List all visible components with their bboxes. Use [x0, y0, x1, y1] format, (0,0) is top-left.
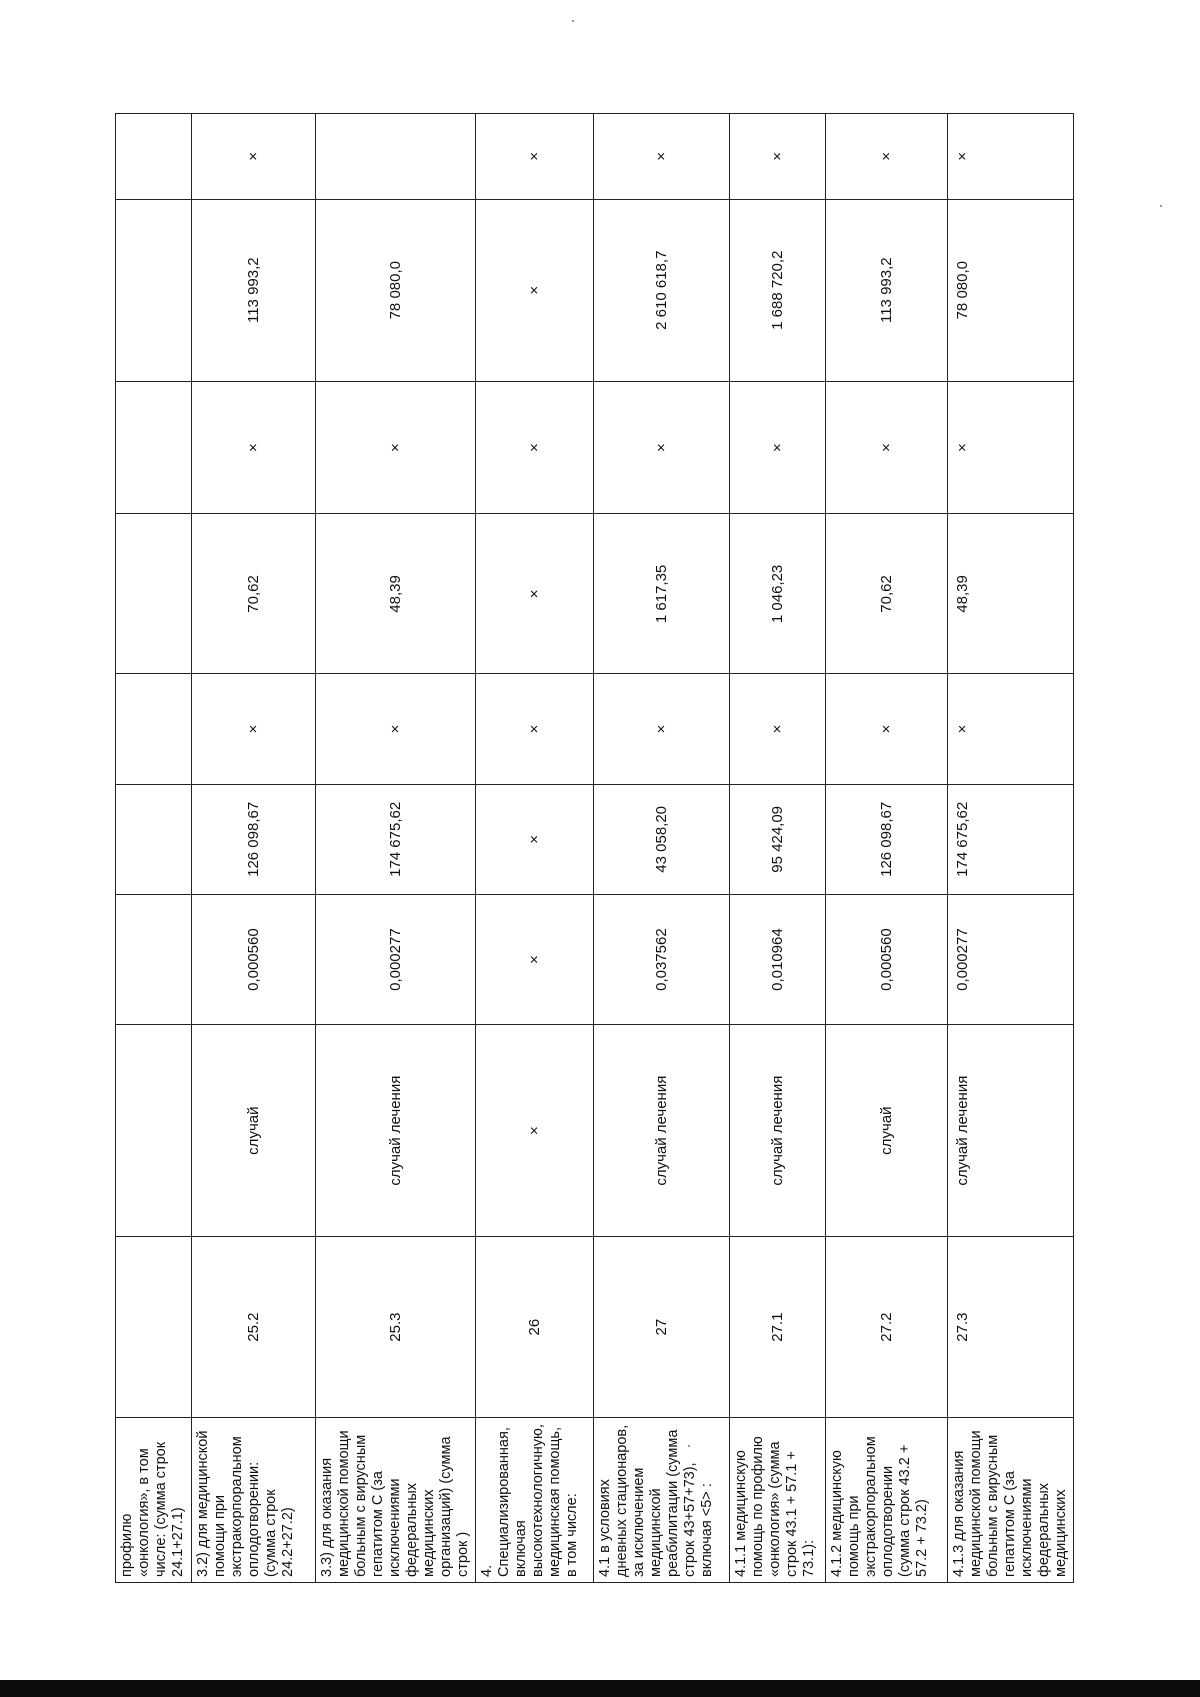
value-cell: 48,39 [948, 514, 1074, 674]
table-row [476, 114, 594, 1583]
cost-cell: 126 098,67 [826, 784, 948, 894]
cross-mark: × [730, 114, 826, 200]
unit-cell: случай лечения [594, 1025, 730, 1237]
cross-mark: × [192, 674, 316, 784]
value-cell: 113 993,2 [826, 199, 948, 381]
row-name: 4.1.2 медицинскую помощь при экстракорпоральном оплодотворении (сумма строк 43.2 + 57.2 + 73.2) [826, 1418, 948, 1583]
table-row [316, 114, 476, 1583]
row-number: 27 [594, 1237, 730, 1418]
cross-mark: × [476, 784, 594, 894]
rotated-page [115, 113, 1069, 1583]
table-row [730, 114, 826, 1583]
cross-mark: × [476, 514, 594, 674]
volume-cell: 0,000277 [316, 895, 476, 1025]
table-row [192, 114, 316, 1583]
cross-mark: × [476, 1025, 594, 1237]
value-cell [116, 114, 192, 200]
row-number: 27.3 [948, 1237, 1074, 1418]
unit-cell [116, 1025, 192, 1237]
value-cell [116, 381, 192, 514]
medical-care-table [115, 113, 1074, 1583]
volume-cell: 0,000277 [948, 895, 1074, 1025]
value-cell [116, 514, 192, 674]
cross-mark: × [826, 674, 948, 784]
cross-mark: × [476, 381, 594, 514]
table-row [594, 114, 730, 1583]
value-cell [116, 199, 192, 381]
cross-mark: × [948, 114, 1074, 200]
table-row [948, 114, 1074, 1583]
cost-cell: 95 424,09 [730, 784, 826, 894]
value-cell: 78 080,0 [316, 199, 476, 381]
cross-mark: × [730, 381, 826, 514]
row-number: 26 [476, 1237, 594, 1418]
cross-mark: × [730, 674, 826, 784]
unit-cell: случай [192, 1025, 316, 1237]
row-number [116, 1237, 192, 1418]
row-name: 4.1.1 медицинскую помощь по профилю «онкология» (сумма строк 43.1 + 57.1 + 73.1): [730, 1418, 826, 1583]
row-name: профилю «онкология», в том числе: (сумма строк 24.1+27.1) [116, 1418, 192, 1583]
cross-mark: × [826, 381, 948, 514]
row-number: 25.2 [192, 1237, 316, 1418]
cross-mark: × [316, 674, 476, 784]
scan-speck [1160, 205, 1162, 207]
row-number: 27.2 [826, 1237, 948, 1418]
cross-mark: × [192, 381, 316, 514]
unit-cell: случай лечения [316, 1025, 476, 1237]
table-row [116, 114, 192, 1583]
row-number: 25.3 [316, 1237, 476, 1418]
cross-mark: × [476, 674, 594, 784]
cross-mark: × [948, 381, 1074, 514]
value-cell [316, 114, 476, 200]
value-cell: 78 080,0 [948, 199, 1074, 381]
value-cell: 1 688 720,2 [730, 199, 826, 381]
value-cell: 1 617,35 [594, 514, 730, 674]
unit-cell: случай [826, 1025, 948, 1237]
unit-cell: случай лечения [730, 1025, 826, 1237]
volume-cell: 0,037562 [594, 895, 730, 1025]
value-cell: 70,62 [826, 514, 948, 674]
cross-mark: × [476, 895, 594, 1025]
cross-mark: × [594, 381, 730, 514]
cross-mark: × [476, 199, 594, 381]
volume-cell [116, 895, 192, 1025]
cost-cell [116, 784, 192, 894]
cross-mark: × [948, 674, 1074, 784]
cost-cell: 174 675,62 [316, 784, 476, 894]
volume-cell: 0,000560 [192, 895, 316, 1025]
table-row [826, 114, 948, 1583]
row-name: 4.1.3 для оказания медицинской помощи больным с вирусным гепатитом С (за исключениями федеральных медицинских [948, 1418, 1074, 1583]
unit-cell: случай лечения [948, 1025, 1074, 1237]
scan-speck [572, 20, 574, 22]
cost-cell: 126 098,67 [192, 784, 316, 894]
row-number: 27.1 [730, 1237, 826, 1418]
cost-cell: 174 675,62 [948, 784, 1074, 894]
row-name: 3.2) для медицинской помощи при экстракорпоральном оплодотворении: (сумма строк 24.2+27.2) [192, 1418, 316, 1583]
volume-cell: 0,010964 [730, 895, 826, 1025]
cross-mark: × [192, 114, 316, 200]
row-name: 4. Специализированная, включая высокотехнологичную, медицинская помощь, в том числе: [476, 1418, 594, 1583]
value-cell: 70,62 [192, 514, 316, 674]
value-cell: 113 993,2 [192, 199, 316, 381]
cost-cell: 43 058,20 [594, 784, 730, 894]
cross-mark: × [826, 114, 948, 200]
value-cell: 2 610 618,7 [594, 199, 730, 381]
value-cell: 1 046,23 [730, 514, 826, 674]
cross-mark: × [594, 114, 730, 200]
cross-mark: × [594, 674, 730, 784]
row-name: 4.1 в условиях дневных стационаров, за исключением медицинской реабилитации (сумма строк 43+57+73), включая <5> : [594, 1418, 730, 1583]
cross-mark: × [316, 381, 476, 514]
value-cell [116, 674, 192, 784]
volume-cell: 0,000560 [826, 895, 948, 1025]
cross-mark: × [476, 114, 594, 200]
scan-border [0, 1680, 1200, 1697]
row-name: 3.3) для оказания медицинской помощи больным с вирусным гепатитом С (за исключениями федеральных медицинских организаций) (сумма строк ) [316, 1418, 476, 1583]
value-cell: 48,39 [316, 514, 476, 674]
